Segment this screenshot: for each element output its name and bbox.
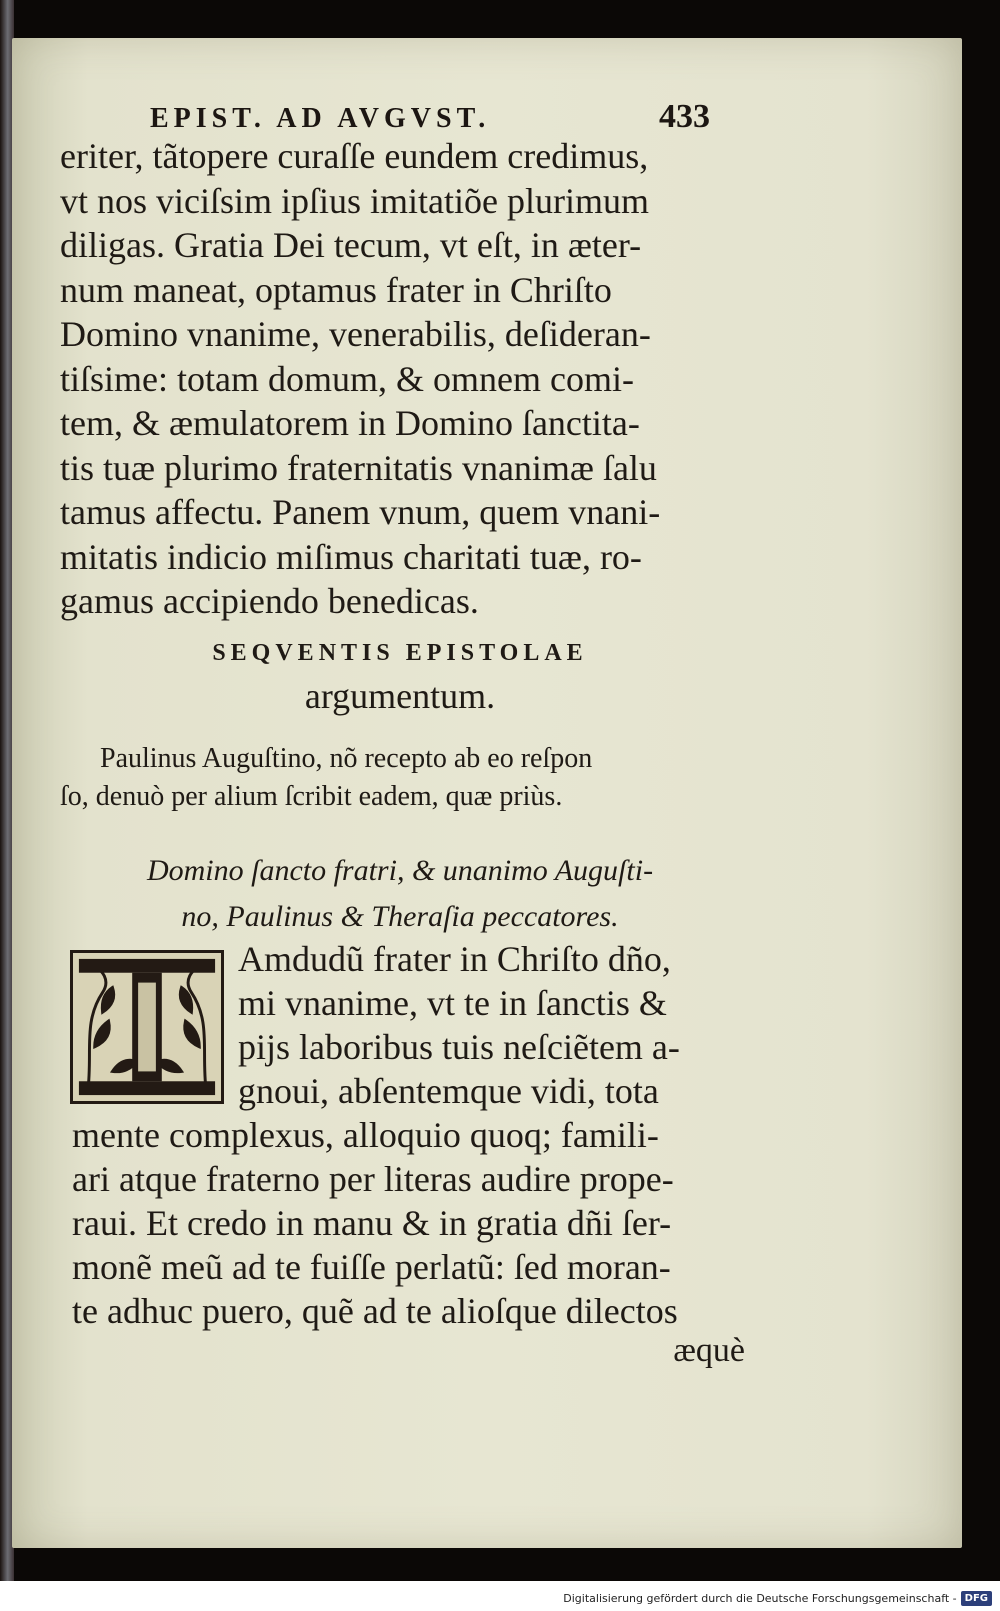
text-line: tis tuæ plurimo fraternitatis vnanimæ ſalu — [60, 447, 657, 488]
text-line: ari atque fraterno per literas audire prope- — [72, 1159, 674, 1199]
text-line: mitatis indicio miſimus charitati tuæ, ro- — [60, 536, 642, 577]
dfg-logo-icon: DFG — [961, 1591, 992, 1606]
paragraph-2-opening — [238, 937, 738, 1113]
text-line: monẽ meũ ad te fuiſſe perlatũ: ſed moran- — [72, 1247, 671, 1287]
text-line: diligas. Gratia Dei tecum, vt eſt, in æter- — [60, 225, 642, 265]
paragraph-2-continued — [72, 1113, 752, 1333]
section-heading — [100, 640, 700, 717]
footer-bar — [0, 1581, 1000, 1611]
text-line: gamus accipiendo benedicas. — [60, 581, 479, 621]
text-line: raui. Et credo in manu & in gratia dñi ſer- — [72, 1203, 672, 1243]
text-line: Amdudũ frater in Chriſto dño, — [238, 939, 671, 979]
text-line: no, Paulinus & Theraſia peccatores. — [181, 900, 619, 933]
page-number: 433 — [659, 98, 710, 135]
running-head — [150, 98, 710, 136]
text-line: Domino ſancto fratri, & unanimo Auguſti- — [146, 854, 654, 887]
text-line: tamus affectu. Panem vnum, quem vnani- — [60, 492, 661, 532]
text-line: ſo, denuò per alium ſcribit eadem, quæ priùs. — [60, 781, 563, 812]
section-subheading: argumentum. — [304, 676, 496, 716]
running-head-title: EPIST. AD AVGVST. — [150, 103, 491, 134]
paragraph-1 — [60, 134, 740, 624]
decorated-initial-icon — [70, 950, 224, 1104]
text-line: tiſsime: totam domum, & omnem comi- — [60, 358, 634, 399]
section-heading-caps: SEQVENTIS EPISTOLAE — [212, 640, 588, 666]
text-line: Domino vnanime, venerabilis, deſideran- — [60, 314, 651, 354]
text-line: mente complexus, alloquio quoq; famili- — [72, 1115, 659, 1155]
text-line: mi vnanime, vt te in ſanctis & — [238, 983, 667, 1023]
text-line: te adhuc puero, quẽ ad te alioſque dilectos — [72, 1291, 678, 1331]
text-line: num maneat, optamus frater in Chriſto — [60, 269, 612, 310]
argument-summary — [60, 740, 740, 816]
text-line: pijs laboribus tuis neſciẽtem a- — [238, 1027, 680, 1067]
text-line: tem, & æmulatorem in Domino ſanctita- — [60, 403, 640, 443]
footer-credit — [563, 1591, 992, 1606]
salutation — [60, 848, 740, 940]
footer-credit-text: Digitalisierung gefördert durch die Deutsche Forschungsgemeinschaft - — [563, 1592, 957, 1605]
catchword: æquè — [673, 1332, 745, 1369]
text-line: eriter, tãtopere curaſſe eundem credimus, — [60, 136, 649, 176]
text-line: gnoui, abſentemque vidi, tota — [238, 1071, 659, 1111]
text-line: Paulinus Auguſtino, nõ recepto ab eo reſpon — [100, 743, 593, 774]
text-line: vt nos viciſsim ipſius imitatiõe plurimum — [60, 180, 649, 221]
